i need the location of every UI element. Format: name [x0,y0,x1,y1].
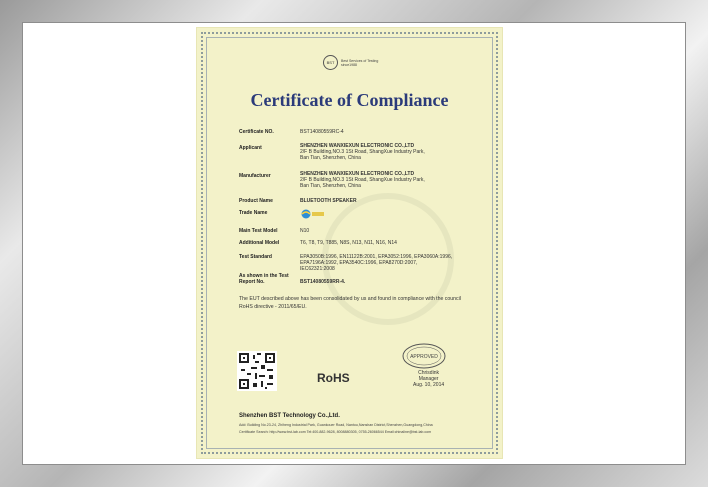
compliance-statement: The EUT described above has been consolidated by us and found in compliance with the council RoHS directive - 2011/65/EU. [239,296,461,310]
qr-code-icon [237,351,277,391]
product-name-value: BLUETOOTH SPEAKER [300,198,357,204]
issuer-contact-line: Certificate Search: http://www.bst-lab.com Tel:400-882-9628, 8008880305, 0755-26066544 Email:chinaline@bst-lab.com [239,430,432,434]
trade-logo-icon [301,208,325,220]
signatory-block [413,370,444,388]
signatory-title: Manager [418,376,439,382]
signatory-name: Chrisdink [418,370,439,376]
svg-text:APPROVED: APPROVED [410,354,438,360]
main-test-model-label: Main Test Model [239,228,278,234]
issuer-company-name: Shenzhen BST Technology Co.,Ltd. [239,413,340,419]
manufacturer-address-line: Ban Tian, Shenzhen, China [300,183,361,189]
test-standard-line: IEC62321:2008 [300,266,335,272]
test-standard-line: EPA3050B:1996, EN11122B:2001, EPA3052:1996, EPA3060A:1996, [300,254,453,260]
additional-model-label: Additional Model [239,240,280,246]
issuer-address-line: Add: Building No.23-24, Zhiheng Industrial Park, Guankouer Road, Nantou,Nanshan District,Shenzhen,Guangdong,China [239,423,433,427]
certificate-document [197,28,502,458]
applicant-address-line: Ban Tian, Shenzhen, China [300,155,361,161]
test-report-value: BST14080559RR-4. [300,279,346,285]
applicant-name: SHENZHEN WANXIEXUN ELECTRONIC CO.,LTD [300,143,415,149]
test-standard-label: Test Standard [239,254,272,260]
test-standard-line: EPA7196A:1992, EPA3540C:1996, EPA8270D:2007, [300,260,418,266]
additional-model-value: T6, T8, T9, T885, N8S, N13, N11, N16, N14 [300,240,397,246]
applicant-label: Applicant [239,145,262,151]
signature-date: Aug. 10, 2014 [413,382,445,388]
manufacturer-address-line: 2/F B Building,NO.3 1St Road, ShangXue Industry Park, [300,177,425,183]
approved-stamp [401,342,447,370]
certificate-no-value: BST14080559RC-4 [300,129,344,135]
trade-name-label: Trade Name [239,210,268,216]
issuer-logo: BST Best Services of Testing since1988 [323,55,378,70]
bst-logo-icon: BST [323,55,338,70]
applicant-address-line: 2/F B Building,NO.3 1St Road, ShangXue Industry Park, [300,149,425,155]
test-report-label: As shown in the Test Report No. [239,273,289,285]
manufacturer-name: SHENZHEN WANXIEXUN ELECTRONIC CO.,LTD [300,171,415,177]
manufacturer-label: Manufacturer [239,173,271,179]
main-test-model-value: N10 [300,228,310,234]
certificate-title: Certificate of Compliance [250,90,449,110]
certificate-no-label: Certificate NO. [239,129,274,135]
rohs-mark: RoHS [317,371,350,385]
product-name-label: Product Name [239,198,273,204]
